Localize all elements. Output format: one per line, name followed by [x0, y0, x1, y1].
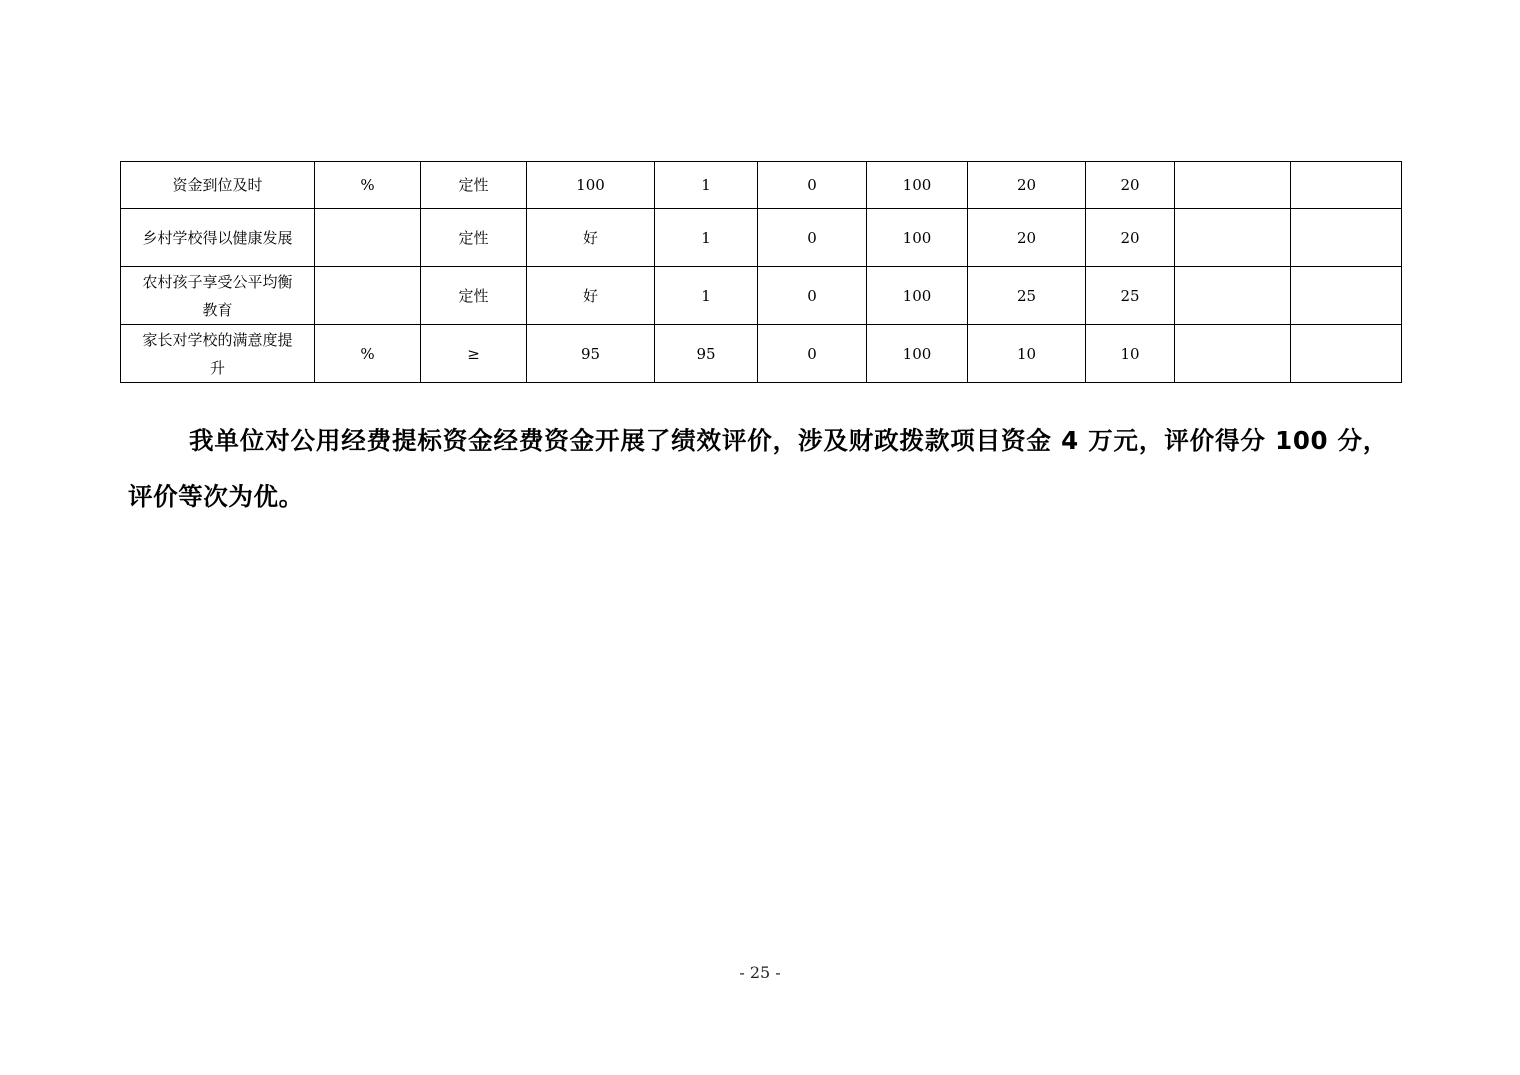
target-value-cell: 100: [527, 162, 655, 209]
table-row: [121, 209, 1402, 267]
value-cell: 95: [655, 325, 758, 383]
empty-cell: [1175, 267, 1291, 325]
performance-indicator-table: [120, 161, 1402, 383]
nature-cell: 定性: [421, 267, 527, 325]
nature-cell: 定性: [421, 162, 527, 209]
page-number: - 25 -: [739, 963, 781, 982]
score-cell: 10: [1086, 325, 1175, 383]
weight-cell: 20: [968, 162, 1086, 209]
value-cell: 100: [867, 209, 968, 267]
evaluation-summary-paragraph: 我单位对公用经费提标资金经费资金开展了绩效评价，涉及财政拨款项目资金 4 万元，评价得分 100 分，评价等次为优。: [128, 425, 1388, 511]
score-cell: 20: [1086, 162, 1175, 209]
weight-cell: 25: [968, 267, 1086, 325]
table-row: [121, 325, 1402, 383]
table-row: [121, 267, 1402, 325]
target-value-cell: 好: [527, 209, 655, 267]
unit-cell: %: [315, 325, 421, 383]
value-cell: 0: [758, 162, 867, 209]
weight-cell: 20: [968, 209, 1086, 267]
value-cell: 100: [867, 162, 968, 209]
value-cell: 100: [867, 325, 968, 383]
unit-cell: %: [315, 162, 421, 209]
indicator-name: 资金到位及时: [121, 162, 315, 209]
empty-cell: [1175, 162, 1291, 209]
value-cell: 100: [867, 267, 968, 325]
value-cell: 1: [655, 267, 758, 325]
value-cell: 0: [758, 325, 867, 383]
score-cell: 20: [1086, 209, 1175, 267]
empty-cell: [1291, 325, 1402, 383]
score-cell: 25: [1086, 267, 1175, 325]
value-cell: 1: [655, 209, 758, 267]
value-cell: 0: [758, 267, 867, 325]
empty-cell: [1175, 209, 1291, 267]
indicator-name: 家长对学校的满意度提升: [121, 325, 315, 383]
value-cell: 0: [758, 209, 867, 267]
empty-cell: [1175, 325, 1291, 383]
nature-cell: ≥: [421, 325, 527, 383]
target-value-cell: 好: [527, 267, 655, 325]
indicator-name: 乡村学校得以健康发展: [121, 209, 315, 267]
empty-cell: [1291, 209, 1402, 267]
value-cell: 1: [655, 162, 758, 209]
unit-cell: [315, 209, 421, 267]
unit-cell: [315, 267, 421, 325]
empty-cell: [1291, 162, 1402, 209]
empty-cell: [1291, 267, 1402, 325]
nature-cell: 定性: [421, 209, 527, 267]
target-value-cell: 95: [527, 325, 655, 383]
indicator-name: 农村孩子享受公平均衡教育: [121, 267, 315, 325]
table-row: [121, 162, 1402, 209]
weight-cell: 10: [968, 325, 1086, 383]
